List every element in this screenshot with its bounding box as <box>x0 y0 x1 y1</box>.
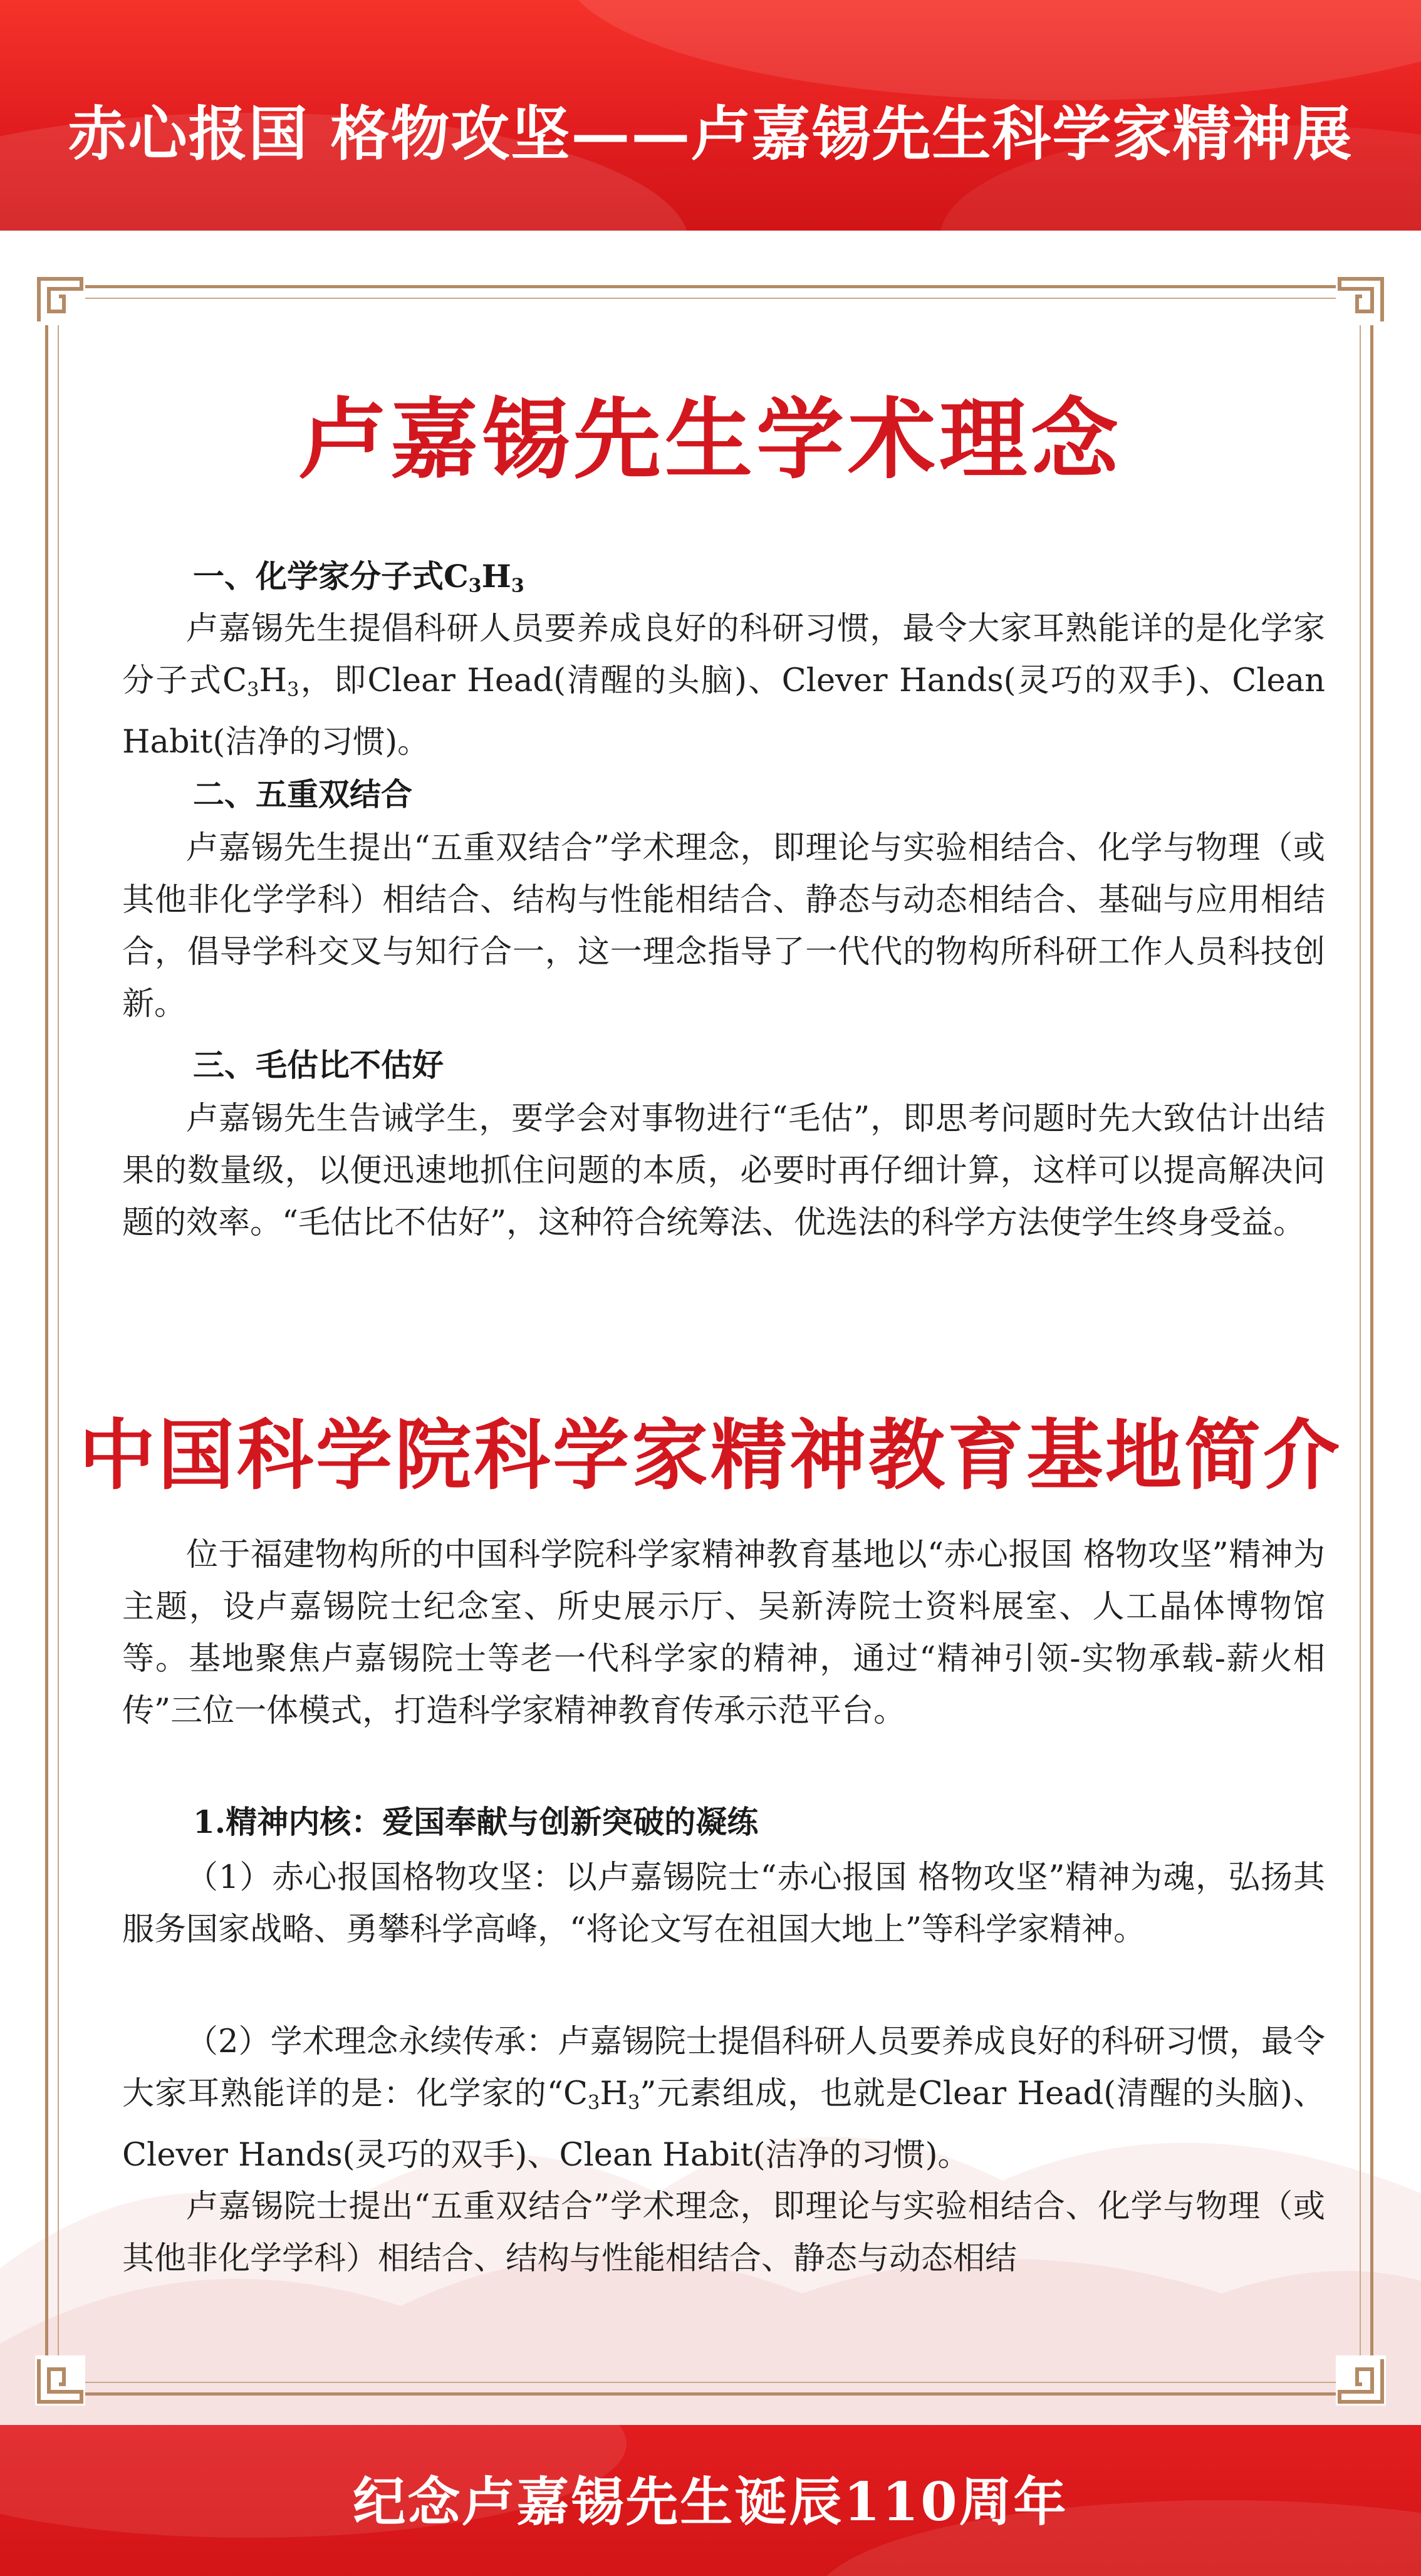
section-title-education-base: 中国科学院科学家精神教育基地简介 <box>79 1411 1342 1500</box>
subheading-spiritual-core: 1.精神内核：爱国奉献与创新突破的凝练 <box>193 1803 759 1840</box>
frame-corner-ornament <box>35 2355 85 2406</box>
paragraph-academic-inheritance: （2）学术理念永续传承：卢嘉锡院士提倡科研人员要养成良好的科研习惯，最令大家耳熟能详的是：化学家的“$C_3H_3$”元素组成，也就是Clear Head(清醒的头脑)、Clever Hands(灵巧的双手)、Clean Habit(洁净的习惯)。 <box>122 2023 1325 2174</box>
paragraph-rough-estimate: 卢嘉锡先生告诫学生，要学会对事物进行“毛估”，即思考问题时先大致估计出结果的数量级，以便迅速地抓住问题的本质，必要时再仔细计算，这样可以提高解决问题的效率。“毛估比不估好”，这种符合统筹法、优选法的科学方法使学生终身受益。 <box>122 1100 1325 1241</box>
paragraph-five-combinations: 卢嘉锡先生提出“五重双结合”学术理念，即理论与实验相结合、化学与物理（或其他非化学学科）相结合、结构与性能相结合、静态与动态相结合、基础与应用相结合，倡导学科交叉与知行合一，这一理念指导了一代代的物构所科研工作人员科技创新。 <box>122 830 1325 1023</box>
banner-wave-decoration <box>564 0 1421 100</box>
section-title-academic-philosophy: 卢嘉锡先生学术理念 <box>298 389 1122 491</box>
subheading-c3h3: 一、化学家分子式$C_3H_3$ <box>193 558 524 597</box>
header-banner <box>0 0 1421 231</box>
paragraph-five-combinations-repeat: 卢嘉锡院士提出“五重双结合”学术理念，即理论与实验相结合、化学与物理（或其他非化学学科）相结合、结构与性能相结合、静态与动态相结 <box>122 2188 1325 2277</box>
subheading-five-combinations: 二、五重双结合 <box>193 776 412 813</box>
paragraph-patriotic-spirit: （1）赤心报国格物攻坚：以卢嘉锡院士“赤心报国 格物攻坚”精神为魂，弘扬其服务国家战略、勇攀科学高峰，“将论文写在祖国大地上”等科学家精神。 <box>122 1859 1325 1948</box>
paragraph-base-intro: 位于福建物构所的中国科学院科学家精神教育基地以“赤心报国 格物攻坚”精神为主题，设卢嘉锡院士纪念室、所史展示厅、吴新涛院士资料展室、人工晶体博物馆等。基地聚焦卢嘉锡院士等老一代科学家的精神，通过“精神引领-实物承载-薪火相传”三位一体模式，打造科学家精神教育传承示范平台。 <box>122 1536 1325 1729</box>
frame-corner-ornament <box>1336 275 1386 325</box>
frame-corner-ornament <box>35 275 85 325</box>
anniversary-slogan: 纪念卢嘉锡先生诞辰110周年 <box>353 2471 1068 2533</box>
exhibition-title: 赤心报国 格物攻坚——卢嘉锡先生科学家精神展 <box>68 100 1353 169</box>
paragraph-c3h3: 卢嘉锡先生提倡科研人员要养成良好的科研习惯，最令大家耳熟能详的是化学家分子式$C_3H_3$，即Clear Head(清醒的头脑)、Clever Hands(灵巧的双手)、Clean Habit(洁净的习惯)。 <box>122 610 1325 761</box>
footer-banner <box>0 2425 1421 2576</box>
frame-corner-ornament <box>1336 2355 1386 2406</box>
subheading-rough-estimate: 三、毛估比不估好 <box>193 1046 444 1083</box>
